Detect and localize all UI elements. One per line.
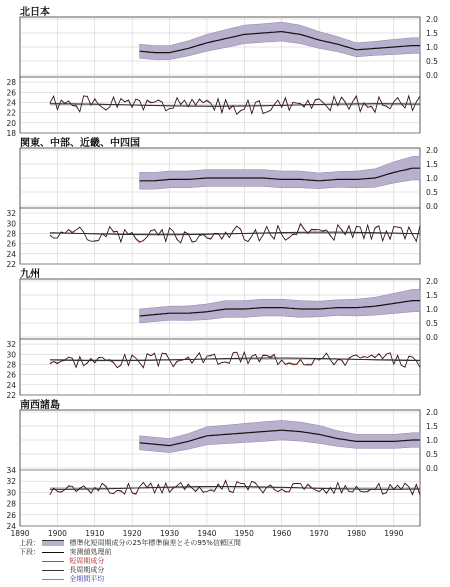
legend-mean-swatch <box>42 579 64 580</box>
legend-upper-text: 標準化短周期成分の25年標準偏差とその95%信頼区間 <box>69 539 241 547</box>
lower-ytick-label: 32 <box>6 340 16 350</box>
upper-ytick-label: 1.5 <box>426 160 438 169</box>
ci-band <box>140 22 420 60</box>
upper-ytick-label: 1.0 <box>426 436 438 445</box>
legend-measured-swatch <box>42 552 64 553</box>
panel-4 <box>6 398 438 531</box>
lower-ytick-label: 22 <box>6 108 16 118</box>
upper-ytick-label: 0.0 <box>426 71 438 80</box>
xtick-label: 1970 <box>309 529 329 538</box>
xtick-label: 1940 <box>197 529 217 538</box>
legend-upper <box>19 539 241 548</box>
lower-ytick-label: 24 <box>6 380 16 390</box>
upper-ytick-label: 0.5 <box>426 450 438 459</box>
lower-ytick-label: 30 <box>6 219 16 229</box>
legend-band-swatch <box>42 540 64 546</box>
panel-1 <box>6 5 438 138</box>
lower-ytick-label: 28 <box>6 499 16 509</box>
lower-ytick-label: 30 <box>6 350 16 360</box>
ci-band <box>140 156 420 189</box>
legend-item-measured: 実測値処理前 <box>69 548 112 556</box>
lower-ytick-label: 26 <box>6 370 16 380</box>
upper-ytick-label: 2.0 <box>426 15 438 24</box>
upper-ytick-label: 0.0 <box>426 464 438 473</box>
xtick-label: 1990 <box>384 529 404 538</box>
xtick-label: 1930 <box>159 529 180 538</box>
lower-ytick-label: 32 <box>6 209 16 219</box>
lower-ytick-label: 24 <box>6 249 16 259</box>
ci-band <box>140 420 420 452</box>
upper-ytick-label: 0.5 <box>426 188 438 197</box>
lower-ytick-label: 26 <box>6 239 16 249</box>
upper-ytick-label: 0.0 <box>426 333 438 342</box>
panel-2 <box>6 136 438 269</box>
upper-ytick-label: 2.0 <box>426 277 438 286</box>
legend-lower-label: 下段： <box>19 548 40 556</box>
lower-ytick-label: 24 <box>6 98 16 108</box>
legend-lower <box>19 548 241 557</box>
lower-ytick-label: 24 <box>6 522 16 531</box>
lower-ytick-label: 28 <box>6 78 16 88</box>
upper-ytick-label: 1.0 <box>426 174 438 183</box>
upper-ytick-label: 1.5 <box>426 422 438 431</box>
legend-long-swatch <box>42 570 64 571</box>
upper-ytick-label: 1.0 <box>426 43 438 52</box>
lower-ytick-label: 32 <box>6 477 16 487</box>
xtick-label: 1960 <box>272 529 292 538</box>
lower-ytick-label: 28 <box>6 229 16 239</box>
xtick-label: 1920 <box>122 529 142 538</box>
lower-ytick-label: 30 <box>6 488 16 498</box>
lower-ytick-label: 18 <box>6 129 16 138</box>
legend-short-swatch <box>42 561 64 562</box>
legend-item-mean: 全期間平均 <box>69 575 105 583</box>
panel-title: 関東、中部、近畿、中四国 <box>20 138 140 149</box>
panel-title: 九州 <box>20 269 40 280</box>
xtick-label: 1910 <box>85 529 105 538</box>
legend <box>19 539 241 584</box>
legend-lower-row4 <box>19 575 241 584</box>
upper-ytick-label: 1.5 <box>426 291 438 300</box>
upper-ytick-label: 0.0 <box>426 202 438 211</box>
lower-ytick-label: 22 <box>6 391 16 400</box>
panel-title: 南西諸島 <box>20 400 60 411</box>
lower-ytick-label: 28 <box>6 360 16 370</box>
lower-ytick-label: 34 <box>6 466 16 475</box>
upper-ytick-label: 2.0 <box>426 408 438 417</box>
legend-item-short: 短周期成分 <box>69 557 105 565</box>
panel-title: 北日本 <box>20 7 50 18</box>
xtick-label: 1890 <box>10 529 30 538</box>
upper-ytick-label: 1.0 <box>426 305 438 314</box>
upper-ytick-label: 0.5 <box>426 57 438 66</box>
upper-ytick-label: 2.0 <box>426 146 438 155</box>
lower-ytick-label: 26 <box>6 88 16 98</box>
legend-item-long: 長周期成分 <box>69 566 105 574</box>
xtick-label: 1980 <box>346 529 366 538</box>
upper-ytick-label: 1.5 <box>426 29 438 38</box>
xtick-label: 1950 <box>234 529 254 538</box>
legend-upper-label: 上段： <box>19 539 40 547</box>
legend-lower-row3 <box>19 566 241 575</box>
xtick-label: 1900 <box>47 529 67 538</box>
upper-ytick-label: 0.5 <box>426 319 438 328</box>
lower-ytick-label: 26 <box>6 510 16 520</box>
lower-ytick-label: 20 <box>6 118 16 128</box>
lower-ytick-label: 22 <box>6 260 16 269</box>
panel-3 <box>6 267 438 400</box>
legend-lower-row2 <box>19 557 241 566</box>
